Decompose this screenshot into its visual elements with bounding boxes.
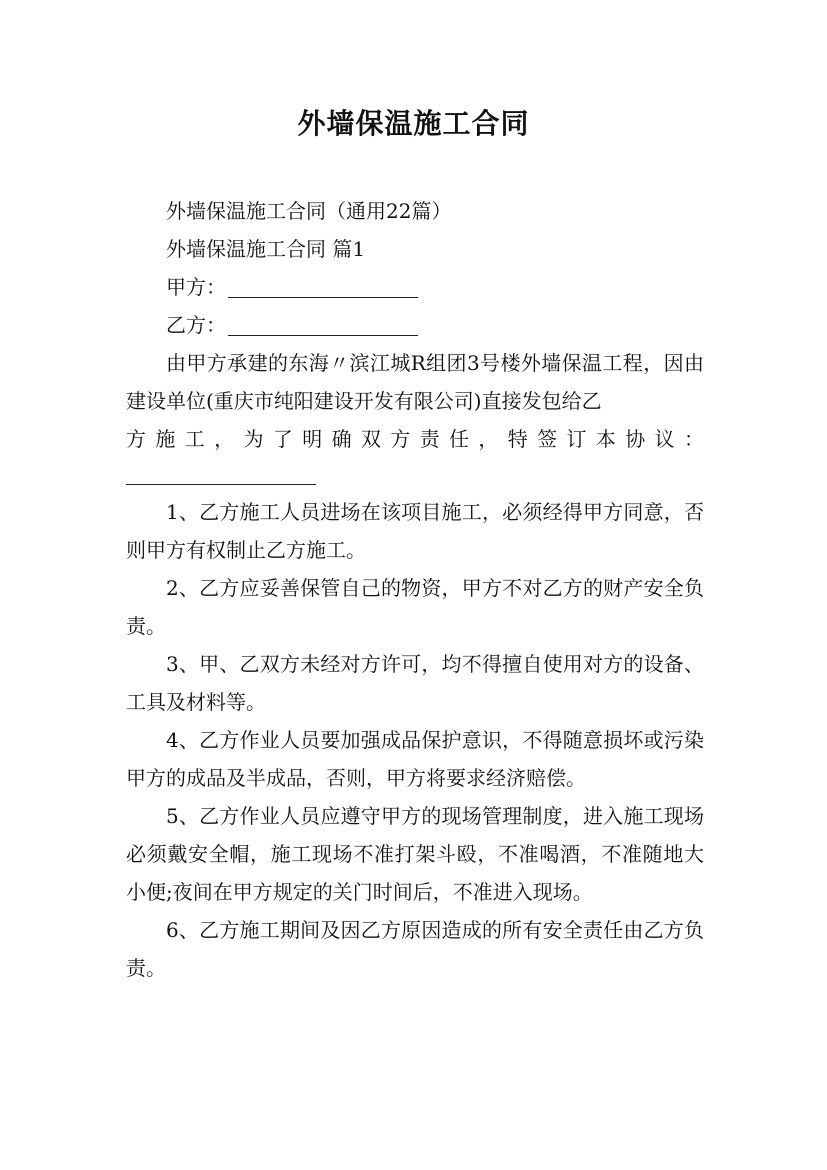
party-a-blank	[228, 275, 418, 298]
intro-blank	[126, 458, 316, 485]
intro-paragraph: 由甲方承建的东海〃滨江城R组团3号楼外墙保温工程，因由建设单位(重庆市纯阳建设开发有限公司)直接发包给乙	[126, 351, 704, 413]
document-subtitle: 外墙保温施工合同（通用22篇）	[166, 199, 452, 223]
clause-1: 1、乙方施工人员进场在该项目施工，必须经得甲方同意，否则甲方有权制止乙方施工。	[126, 500, 704, 562]
document-title: 外墙保温施工合同	[297, 107, 530, 140]
clause-6: 6、乙方施工期间及因乙方原因造成的所有安全责任由乙方负责。	[126, 918, 704, 980]
clause-2: 2、乙方应妥善保管自己的物资，甲方不对乙方的财产安全负责。	[126, 576, 704, 638]
clause-5: 5、乙方作业人员应遵守甲方的现场管理制度，进入施工现场必须戴安全帽，施工现场不准打架斗殴，不准喝酒，不准随地大小便;夜间在甲方规定的关门时间后，不准进入现场。	[126, 804, 704, 904]
clause-3: 3、甲、乙双方未经对方许可，均不得擅自使用对方的设备、工具及材料等。	[126, 652, 704, 714]
party-b-label: 乙方：	[166, 313, 226, 337]
party-a-label: 甲方：	[166, 275, 226, 299]
document-body	[126, 192, 704, 987]
section-heading: 外墙保温施工合同 篇1	[166, 237, 366, 261]
intro-paragraph-end: 方施工，为了明确双方责任，特签订本协议：	[126, 427, 704, 451]
party-b-blank	[228, 313, 418, 336]
clause-4: 4、乙方作业人员要加强成品保护意识，不得随意损坏或污染甲方的成品及半成品，否则，甲方将要求经济赔偿。	[126, 728, 704, 790]
party-a-line	[126, 268, 704, 306]
party-b-line	[126, 306, 704, 344]
